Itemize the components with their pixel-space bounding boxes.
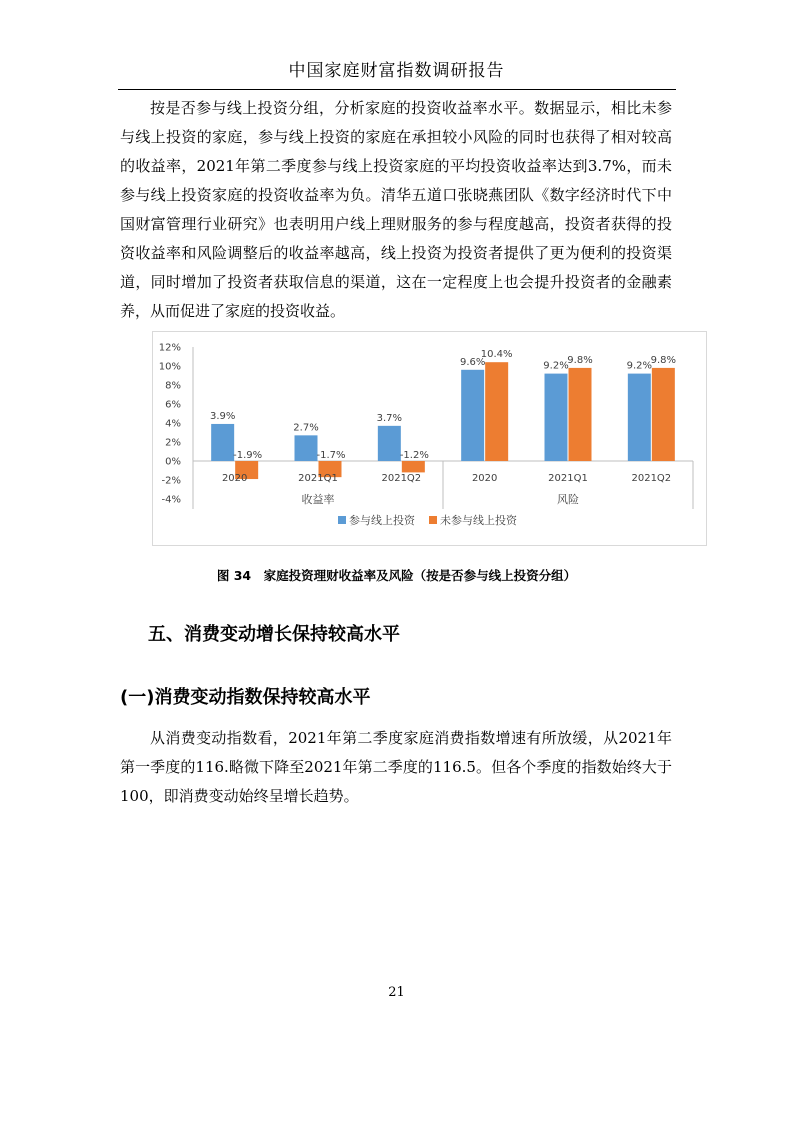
data-label: -1.2% bbox=[399, 450, 429, 461]
y-tick-label: 12% bbox=[158, 342, 181, 354]
bar-online bbox=[545, 374, 568, 461]
bar-offline bbox=[402, 461, 425, 472]
data-label: -1.7% bbox=[316, 450, 346, 461]
bar-offline bbox=[569, 368, 592, 461]
running-header: 中国家庭财富指数调研报告 bbox=[288, 61, 505, 81]
y-tick-label: 10% bbox=[158, 361, 181, 373]
y-tick-label: -4% bbox=[161, 494, 181, 506]
y-tick-label: -2% bbox=[161, 475, 181, 487]
y-tick-label: 0% bbox=[165, 456, 181, 468]
bar-online bbox=[378, 426, 401, 461]
y-tick-label: 4% bbox=[165, 418, 181, 430]
data-label: 3.7% bbox=[376, 412, 403, 424]
x-tick-label: 2021Q2 bbox=[631, 473, 672, 484]
header-rule bbox=[118, 89, 676, 90]
figure-caption: 图 34 家庭投资理财收益率及风险（按是否参与线上投资分组） bbox=[216, 568, 577, 583]
body-paragraph-2: 从消费变动指数看，2021年第二季度家庭消费指数增速有所放缓，从2021年第一季度的116.略微下降至2021年第二季度的116.5。但各个季度的指数始终大于100，即消费变动始终呈增长趋势。 bbox=[120, 729, 672, 805]
data-label: 9.8% bbox=[650, 354, 677, 366]
bar-online bbox=[295, 435, 318, 461]
section-heading: 五、消费变动增长保持较高水平 bbox=[148, 624, 400, 645]
subsection-heading: (一)消费变动指数保持较高水平 bbox=[120, 687, 371, 708]
legend-swatch bbox=[338, 516, 346, 524]
legend-label: 参与线上投资 bbox=[349, 514, 415, 527]
data-label: 9.6% bbox=[459, 356, 486, 368]
bar-chart bbox=[152, 331, 707, 546]
data-label: -1.9% bbox=[233, 450, 263, 461]
y-tick-label: 6% bbox=[165, 399, 181, 411]
group-label: 风险 bbox=[557, 493, 579, 506]
data-label: 9.2% bbox=[626, 360, 653, 372]
bar-online bbox=[628, 374, 651, 461]
x-tick-label: 2021Q2 bbox=[381, 473, 422, 484]
data-label: 9.8% bbox=[567, 354, 593, 366]
x-tick-label: 2020 bbox=[471, 473, 498, 484]
data-label: 2.7% bbox=[293, 422, 319, 434]
data-label: 9.2% bbox=[543, 360, 569, 372]
chart-svg bbox=[153, 332, 706, 545]
bar-online bbox=[211, 424, 234, 461]
bar-offline bbox=[652, 368, 675, 461]
x-tick-label: 2021Q1 bbox=[298, 473, 338, 484]
data-label: 10.4% bbox=[480, 349, 513, 361]
y-tick-label: 2% bbox=[165, 437, 181, 449]
data-label: 3.9% bbox=[209, 410, 236, 422]
legend-swatch bbox=[429, 516, 437, 524]
bar-online bbox=[461, 370, 484, 461]
body-paragraph-1: 按是否参与线上投资分组，分析家庭的投资收益率水平。数据显示，相比未参与线上投资的家庭，参与线上投资的家庭在承担较小风险的同时也获得了相对较高的收益率，2021年第二季度参与线上投资家庭的平均投资收益率达到3.7%，而未参与线上投资家庭的投资收益率为负。清华五道口张晓燕团队《数字经济时代下中国财富管理行业研究》也表明用户线上理财服务的参与程度越高，投资者获得的投资收益率和风险调整后的收益率越高，线上投资为投资者提供了更为便利的投资渠道，同时增加了投资者获取信息的渠道，这在一定程度上也会提升投资者的金融素养，从而促进了家庭的投资收益。 bbox=[120, 99, 672, 320]
bar-offline bbox=[485, 362, 508, 461]
legend-label: 未参与线上投资 bbox=[440, 514, 517, 527]
group-label: 收益率 bbox=[301, 493, 335, 506]
x-tick-label: 2020 bbox=[221, 473, 248, 484]
y-tick-label: 8% bbox=[165, 380, 181, 392]
page-number: 21 bbox=[388, 985, 405, 1000]
x-tick-label: 2021Q1 bbox=[548, 473, 588, 484]
